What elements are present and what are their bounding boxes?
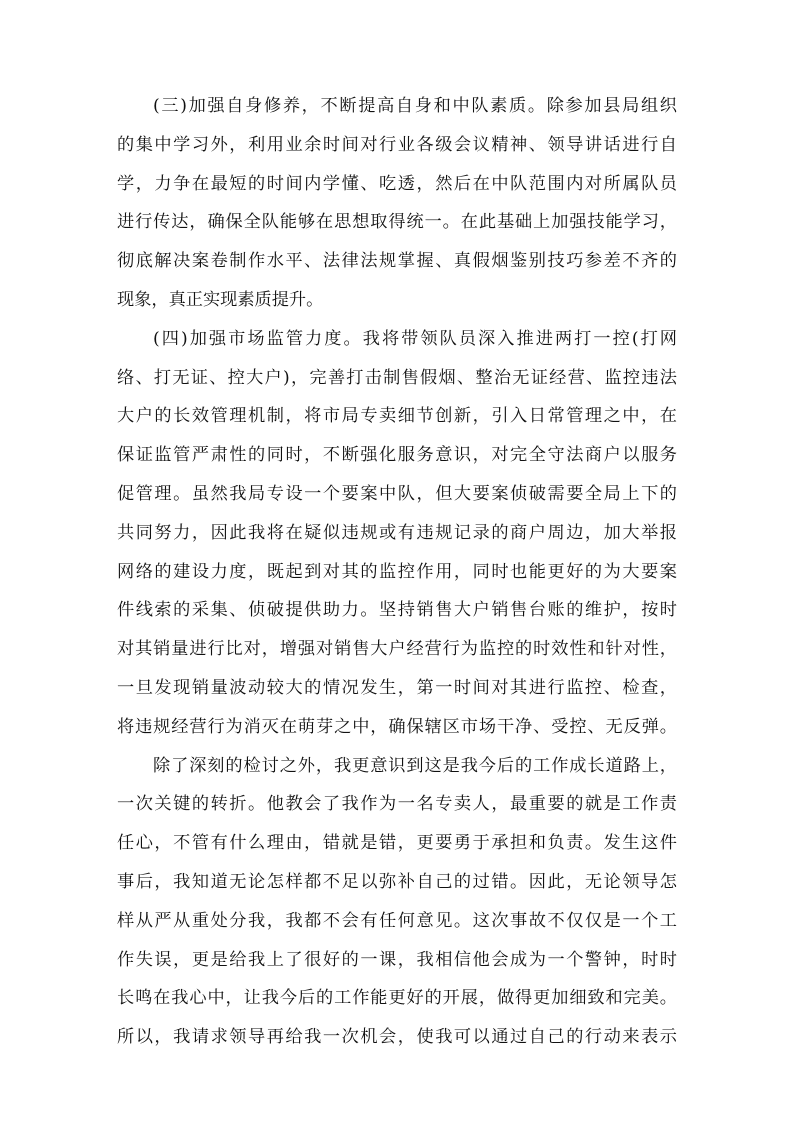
text-line: 除了深刻的检讨之外，我更意识到这是我今后的工作成长道路上，	[153, 755, 677, 776]
text-line: 件线索的采集、侦破提供助力。坚持销售大户销售台账的维护，按时	[117, 600, 677, 621]
text-line: 大户的长效管理机制，将市局专卖细节创新，引入日常管理之中，在	[117, 406, 677, 427]
text-line: 保证监管严肃性的同时，不断强化服务意识，对完全守法商户以服务	[117, 445, 677, 466]
text-line: 促管理。虽然我局专设一个要案中队，但大要案侦破需要全局上下的	[117, 483, 677, 504]
text-line: 彻底解决案卷制作水平、法律法规掌握、真假烟鉴别技巧参差不齐的	[117, 251, 677, 272]
text-line: (三)加强自身修养，不断提高自身和中队素质。除参加县局组织	[153, 96, 677, 116]
text-line: 一旦发现销量波动较大的情况发生，第一时间对其进行监控、检查，	[117, 677, 677, 698]
text-line: 络、打无证、控大户)，完善打击制售假烟、整治无证经营、监控违法	[117, 367, 677, 388]
text-line: 所以，我请求领导再给我一次机会，使我可以通过自己的行动来表示	[117, 1027, 677, 1048]
text-line: 任心，不管有什么理由，错就是错，更要勇于承担和负责。发生这件	[117, 833, 677, 854]
text-line: 网络的建设力度，既起到对其的监控作用，同时也能更好的为大要案	[117, 561, 677, 582]
text-line: 将违规经营行为消灭在萌芽之中，确保辖区市场干净、受控、无反弹。	[117, 716, 677, 737]
text-line: 学，力争在最短的时间内学懂、吃透，然后在中队范围内对所属队员	[117, 173, 677, 194]
text-line: 共同努力，因此我将在疑似违规或有违规记录的商户周边，加大举报	[117, 522, 677, 543]
text-line: 对其销量进行比对，增强对销售大户经营行为监控的时效性和针对性，	[117, 639, 677, 660]
text-line: (四)加强市场监管力度。我将带领队员深入推进两打一控(打网	[153, 328, 677, 349]
document-body	[117, 87, 677, 1057]
text-line: 事后，我知道无论怎样都不足以弥补自己的过错。因此，无论领导怎	[117, 871, 677, 892]
text-line: 作失误，更是给我上了很好的一课，我相信他会成为一个警钟，时时	[117, 949, 677, 970]
text-line: 长鸣在我心中，让我今后的工作能更好的开展，做得更加细致和完美。	[117, 988, 677, 1009]
text-line: 现象，真正实现素质提升。	[117, 289, 324, 310]
text-line: 一次关键的转折。他教会了我作为一名专卖人，最重要的就是工作责	[117, 794, 677, 815]
text-line: 进行传达，确保全队能够在思想取得统一。在此基础上加强技能学习，	[117, 212, 677, 233]
text-line: 的集中学习外，利用业余时间对行业各级会议精神、领导讲话进行自	[117, 134, 677, 155]
text-line: 样从严从重处分我，我都不会有任何意见。这次事故不仅仅是一个工	[117, 910, 677, 931]
